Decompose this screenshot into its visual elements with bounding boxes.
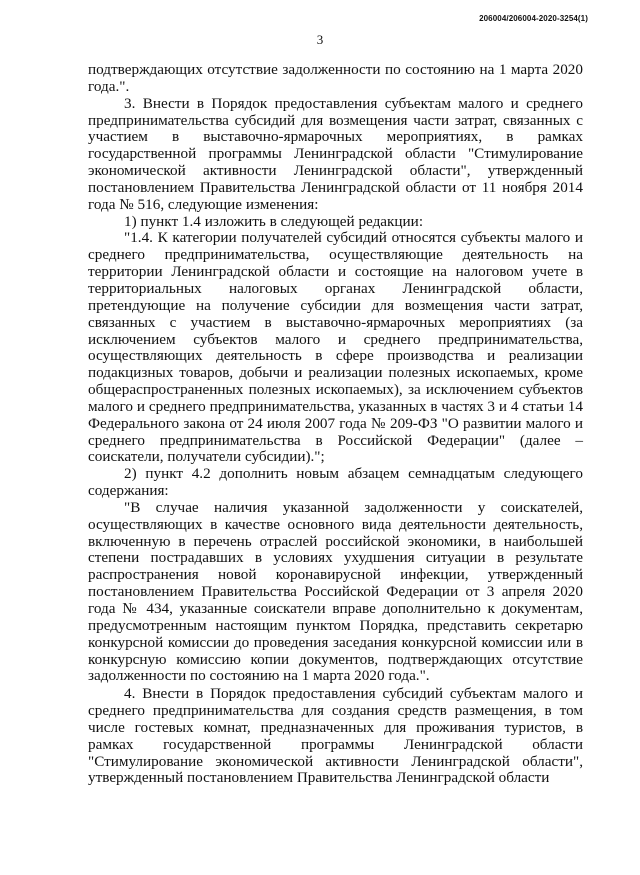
paragraph-subitem-2: 2) пункт 4.2 дополнить новым абзацем семнадцатым следующего содержания: [88, 465, 583, 500]
paragraph-quote-1-4: "1.4. К категории получателей субсидий относятся субъекты малого и среднего предпринимательства, осуществляющие деятельность на территории Ленинградской области и состоящие на налоговом учете в территориальных налоговых органах Ленинградской области, претендующие на получение субсидии для возмещения части затрат, связанных с участием в выставочно-ярмарочных мероприятиях (за исключением субъектов малого и среднего предпринимательства, осуществляющих деятельность в сфере производства и реализации подакцизных товаров, добычи и реализации полезных ископаемых, кроме общераспространенных полезных ископаемых), за исключением субъектов малого и среднего предпринимательства, указанных в частях 3 и 4 статьи 14 Федерального закона от 24 июля 2007 года № 209-ФЗ "О развитии малого и среднего предпринимательства в Российской Федерации" (далее – соискатели, получатели субсидии)."; [88, 229, 583, 466]
paragraph-item-3: 3. Внести в Порядок предоставления субъектам малого и среднего предпринимательства субсидий для возмещения части затрат, связанных с участием в выставочно-ярмарочных мероприятиях, в рамках государственной программы Ленинградской области "Стимулирование экономической активности Ленинградской области", утвержденный постановлением Правительства Ленинградской области от 11 ноября 2014 года № 516, следующие изменения: [88, 94, 583, 213]
paragraph-item-4: 4. Внести в Порядок предоставления субсидий субъектам малого и среднего предпринимательства для создания средств размещения, в том числе гостевых комнат, предназначенных для проживания туристов, в рамках государственной программы Ленинградской области "Стимулирование экономической активности Ленинградской области", утвержденный постановлением Правительства Ленинградской области [88, 685, 583, 787]
page-number: 3 [316, 32, 324, 47]
paragraph-continuation: подтверждающих отсутствие задолженности по состоянию на 1 марта 2020 года.". [88, 61, 583, 95]
document-id: 206004/206004-2020-3254(1) [479, 14, 588, 23]
paragraph-subitem-1: 1) пункт 1.4 изложить в следующей редакции: [124, 212, 424, 230]
document-body [88, 62, 583, 787]
paragraph-quote-4-2: "В случае наличия указанной задолженности у соискателей, осуществляющих в качестве основного вида деятельности деятельность, включенную в перечень отраслей российской экономики, в наибольшей степени пострадавших в условиях ухудшения ситуации в результате распространения новой коронавирусной инфекции, утвержденный постановлением Правительства Российской Федерации от 3 апреля 2020 года № 434, указанные соискатели вправе дополнительно к документам, предусмотренным настоящим пунктом Порядка, представить секретарю конкурсной комиссии до проведения заседания конкурсной комиссии или в конкурсную комиссию копии документов, подтверждающих отсутствие задолженности по состоянию на 1 марта 2020 года.". [88, 498, 583, 685]
